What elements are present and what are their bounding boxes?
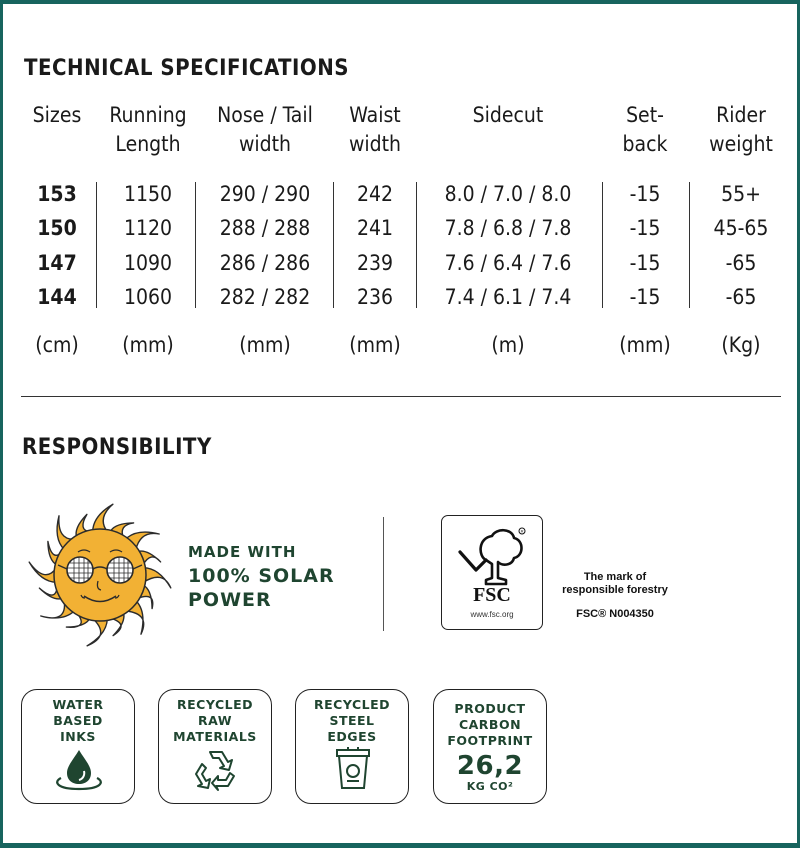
column-divider	[333, 182, 334, 308]
sidecut-cell: 7.4 / 6.1 / 7.4	[444, 285, 572, 309]
carbon-footprint-value: 26,2	[456, 751, 524, 781]
unit-cell: (mm)	[349, 333, 401, 357]
column-divider	[416, 182, 417, 308]
header-nose-tail-width: Nose / Tail width	[217, 103, 313, 156]
column-divider	[96, 182, 97, 308]
size-cell: 153	[37, 182, 77, 206]
solar-fsc-divider	[383, 517, 384, 631]
unit-cell: (Kg)	[721, 333, 761, 357]
sun-ray	[143, 568, 170, 588]
unit-cell: (mm)	[122, 333, 174, 357]
svg-text:R: R	[520, 528, 524, 534]
water-drop-icon	[51, 748, 107, 792]
unit-cell: (cm)	[35, 333, 79, 357]
waist-cell: 236	[356, 285, 394, 309]
nose-tail-cell: 288 / 288	[219, 216, 311, 240]
sidecut-cell: 7.6 / 6.4 / 7.6	[444, 251, 572, 275]
column-divider	[602, 182, 603, 308]
column-divider	[195, 182, 196, 308]
nose-tail-cell: 290 / 290	[219, 182, 311, 206]
header-waist-width: Waist width	[348, 103, 402, 156]
fsc-license-code: FSC® N004350	[576, 608, 654, 620]
setback-cell: -15	[629, 216, 661, 240]
rider-weight-cell: -65	[725, 251, 757, 275]
rider-weight-cell: 45-65	[713, 216, 769, 240]
sidecut-cell: 7.8 / 6.8 / 7.8	[444, 216, 572, 240]
responsibility-title: RESPONSIBILITY	[22, 435, 212, 460]
badge-recycled-raw-materials: RECYCLED RAW MATERIALS	[158, 689, 272, 804]
header-sizes: Sizes	[32, 103, 82, 127]
header-sidecut: Sidecut	[472, 103, 544, 127]
header-setback: Set- back	[622, 103, 668, 156]
badge-water-based-inks: WATER BASED INKS	[21, 689, 135, 804]
header-rider-weight: Rider weight	[709, 103, 773, 156]
sun-ray	[87, 618, 107, 645]
waist-cell: 242	[356, 182, 394, 206]
badge-recycled-steel-edges: RECYCLED STEEL EDGES	[295, 689, 409, 804]
waist-cell: 239	[356, 251, 394, 275]
technical-specifications-title: TECHNICAL SPECIFICATIONS	[24, 56, 350, 81]
fsc-tree-icon	[456, 526, 528, 588]
sidecut-cell: 8.0 / 7.0 / 8.0	[444, 182, 572, 206]
fsc-logo	[441, 515, 543, 630]
column-divider	[689, 182, 690, 308]
rider-weight-cell: 55+	[721, 182, 761, 206]
sun-icon	[18, 497, 183, 652]
waist-cell: 241	[356, 216, 394, 240]
badge-product-carbon-footprint: PRODUCT CARBON FOOTPRINT 26,2 KG CO²	[433, 689, 547, 804]
solar-power-label: MADE WITH 100% SOLAR POWER	[188, 543, 335, 611]
unit-cell: (m)	[491, 333, 525, 357]
carbon-footprint-unit: KG CO²	[466, 780, 514, 793]
nose-tail-cell: 282 / 282	[219, 285, 311, 309]
fsc-logo-url: www.fsc.org	[470, 610, 514, 619]
fsc-mark-text: The mark of responsible forestry	[562, 571, 668, 596]
nose-tail-cell: 286 / 286	[219, 251, 311, 275]
rider-weight-cell: -65	[725, 285, 757, 309]
recycle-bin-icon	[333, 746, 373, 792]
size-cell: 150	[37, 216, 77, 240]
running-length-cell: 1150	[123, 182, 173, 206]
running-length-cell: 1060	[123, 285, 173, 309]
setback-cell: -15	[629, 251, 661, 275]
size-cell: 147	[37, 251, 77, 275]
setback-cell: -15	[629, 182, 661, 206]
header-running-length: Running Length	[109, 103, 187, 156]
unit-cell: (mm)	[619, 333, 671, 357]
recycle-icon	[192, 746, 240, 792]
running-length-cell: 1090	[123, 251, 173, 275]
fsc-logo-text: FSC	[473, 584, 511, 606]
unit-cell: (mm)	[239, 333, 291, 357]
running-length-cell: 1120	[123, 216, 173, 240]
size-cell: 144	[37, 285, 77, 309]
sun-ray	[93, 504, 113, 531]
section-divider	[21, 396, 781, 397]
setback-cell: -15	[629, 285, 661, 309]
sun-ray	[29, 562, 56, 582]
